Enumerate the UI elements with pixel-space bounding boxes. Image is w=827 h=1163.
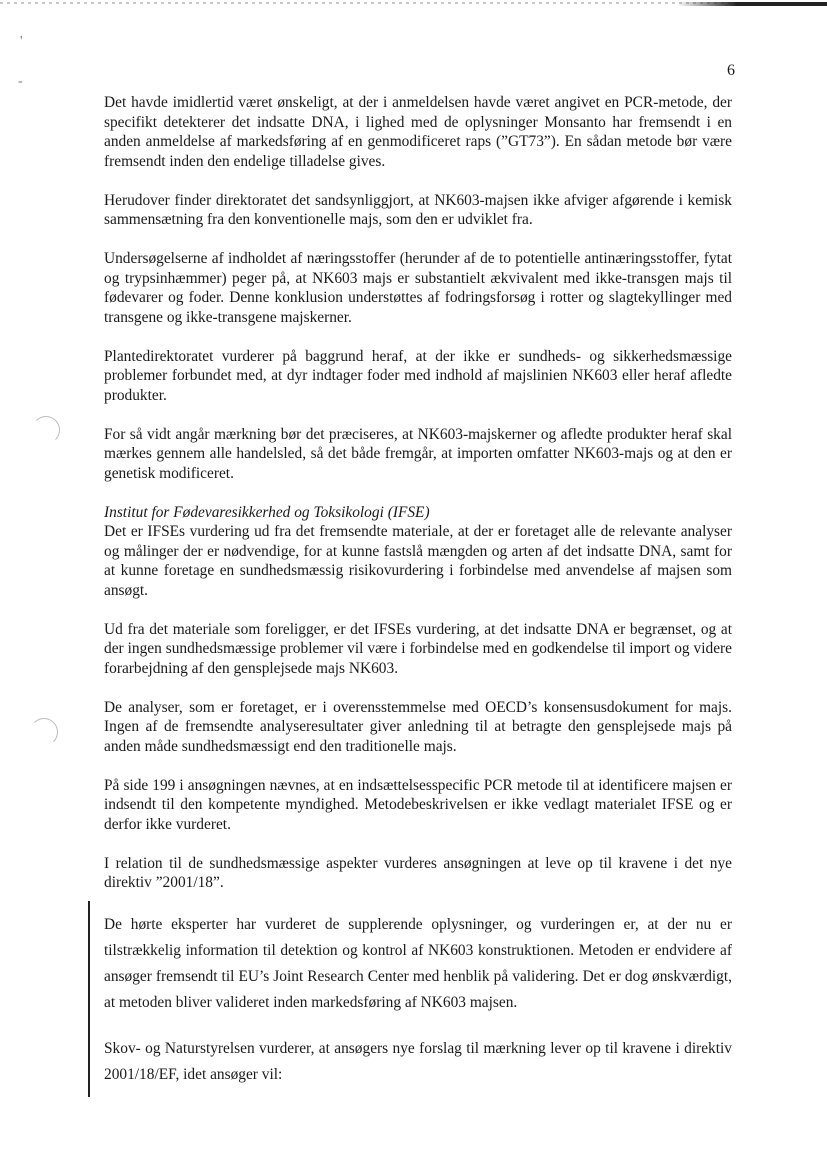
paragraph: De analyser, som er foretaget, er i overensstemmelse med OECD’s konsensusdokument for majs. Ingen af de fremsendte analyseresultater giver anledning til at betragte den gensplejsede majs på anden måde sundhedsmæssigt end den traditionelle majs. (104, 698, 732, 755)
section-heading: Institut for Fødevaresikkerhed og Toksikologi (IFSE) (104, 503, 430, 521)
punch-hole-mark (32, 416, 60, 444)
revision-bar (88, 901, 90, 1097)
paragraph: Skov- og Naturstyrelsen vurderer, at ansøgers nye forslag til mærkning lever op til kravene i direktiv 2001/18/EF, idet ansøger vil: (104, 1039, 732, 1083)
paragraph: I relation til de sundhedsmæssige aspekter vurderes ansøgningen at leve op til kravene i det nye direktiv ”2001/18”. (104, 854, 732, 891)
document-body (104, 93, 732, 1107)
paragraph: Herudover finder direktoratet det sandsynliggjort, at NK603-majsen ikke afviger afgørende i kemisk sammensætning fra den konventionelle majs, som den er udviklet fra. (104, 191, 732, 228)
margin-speck: - (18, 74, 23, 89)
paragraph: På side 199 i ansøgningen nævnes, at en indsættelsesspecific PCR metode til at identificere majsen er indsendt til den kompetente myndighed. Metodebeskrivelsen er ikke vedlagt materialet IFSE og er derfor ikke vurderet. (104, 776, 732, 833)
paragraph: Plantedirektoratet vurderer på baggrund heraf, at der ikke er sundheds- og sikkerhedsmæssige problemer forbundet med, at dyr indtager foder med indhold af majslinien NK603 eller heraf afledte produkter. (104, 347, 732, 404)
paragraph: De hørte eksperter har vurderet de supplerende oplysninger, og vurderingen er, at der nu er tilstrækkelig information til detektion og kontrol af NK603 konstruktionen. Metoden er endvidere af ansøger fremsendt til EU’s Joint Research Center med henblik på validering. Det er dog ønskværdigt, at metoden bliver valideret inden markedsføring af NK603 majsen. (104, 916, 732, 1011)
scan-edge-dark (677, 2, 827, 6)
paragraph: Det er IFSEs vurdering ud fra det fremsendte materiale, at der er foretaget alle de relevante analyser og målinger der er nødvendige, for at kunne fastslå mængden og arten af det indsatte DNA, samt for at kunne foretage en sundhedsmæssig risikovurdering i forbindelse med anvendelse af majsen som ansøgt. (104, 523, 732, 599)
page-number: 6 (727, 62, 735, 79)
punch-hole-mark (30, 718, 58, 746)
paragraph: Ud fra det materiale som foreligger, er det IFSEs vurdering, at det indsatte DNA er begrænset, og at der ingen sundhedsmæssige problemer vil være i forbindelse med en godkendelse til import og videre forarbejdning af den gensplejsede majs NK603. (104, 620, 732, 677)
scan-edge (0, 0, 827, 8)
paragraph: For så vidt angår mærkning bør det præciseres, at NK603-majskerner og afledte produkter heraf skal mærkes gennem alle handelsled, så det både fremgår, at importen omfatter NK603-majs og at den er genetisk modificeret. (104, 425, 732, 482)
margin-speck: ' (20, 34, 23, 49)
paragraph: Undersøgelserne af indholdet af næringsstoffer (herunder af de to potentielle antinæringsstoffer, fytat og trypsinhæmmer) peger på, at NK603 majs er substantielt ækvivalent med ikke-transgen majs til fødevarer og foder. Denne konklusion understøttes af fodringsforsøg i rotter og slagtekyllinger med transgene og ikke-transgene majskerner. (104, 250, 732, 326)
paragraph: Det havde imidlertid været ønskeligt, at der i anmeldelsen havde været angivet en PCR-metode, der specifikt detekterer det indsatte DNA, i lighed med de oplysninger Monsanto har fremsendt i en anden anmeldelse af markedsføring af en genmodificeret raps (”GT73”). En sådan metode bør være fremsendt inden den endelige tilladelse gives. (104, 94, 732, 170)
